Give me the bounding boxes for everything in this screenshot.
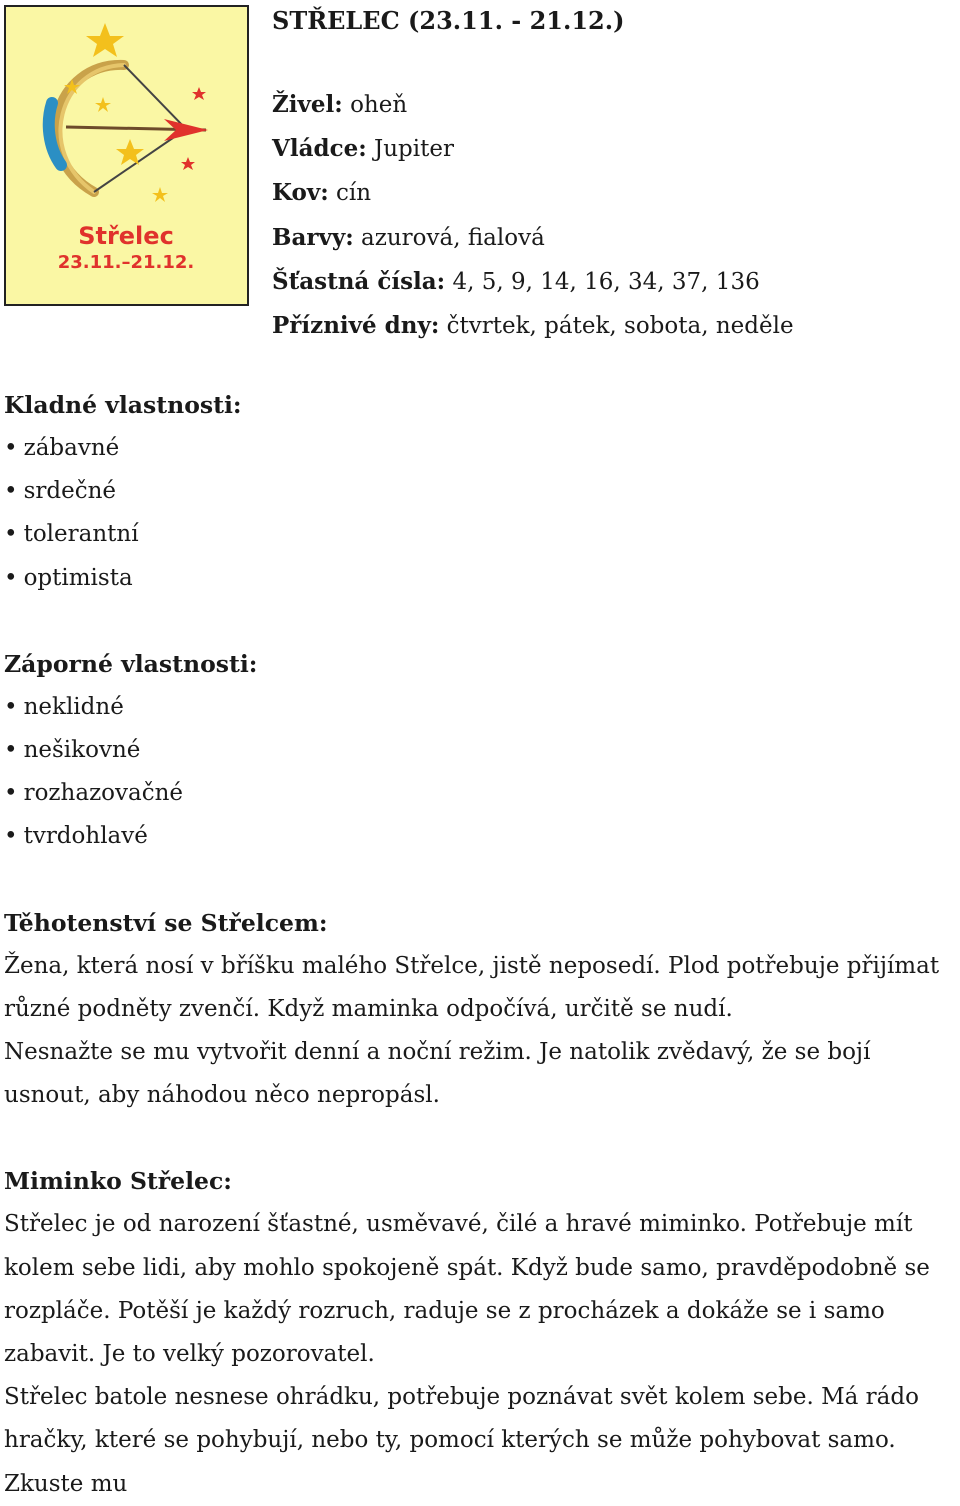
fact-ruler <box>272 127 794 171</box>
positive-heading: Kladné vlastnosti: <box>4 391 242 419</box>
fact-metal <box>272 171 794 215</box>
facts-list <box>272 83 794 348</box>
fact-label: Vládce: <box>272 135 367 163</box>
fact-label: Kov: <box>272 179 329 207</box>
list-item: • tvrdohlavé <box>4 815 958 858</box>
fact-label: Barvy: <box>272 223 354 251</box>
list-item: • neklidné <box>4 686 958 729</box>
fact-value: oheň <box>350 92 408 118</box>
fact-label: Příznivé dny: <box>272 312 440 340</box>
positive-traits-list <box>4 427 958 600</box>
fact-element <box>272 83 794 127</box>
fact-colors <box>272 216 794 260</box>
list-item: • zábavné <box>4 427 958 470</box>
pregnancy-paragraph: Žena, která nosí v bříšku malého Střelce, jistě neposedí. Plod potřebuje přijímat různé podněty zvenčí. Když maminka odpočívá, určitě se nudí. <box>4 952 940 1022</box>
baby-paragraph: Střelec batole nesnese ohrádku, potřebuje poznávat svět kolem sebe. Má rádo hračky, které se pohybují, nebo ty, pomocí kterých se může pohybovat samo. Zkuste mu <box>4 1384 919 1497</box>
fact-value: 4, 5, 9, 14, 16, 34, 37, 136 <box>452 268 760 295</box>
pregnancy-heading: Těhotenství se Střelcem: <box>4 908 328 937</box>
fact-value: cín <box>336 180 372 207</box>
logo-name-text: Střelec <box>78 222 174 250</box>
sagittarius-logo <box>4 5 249 306</box>
pregnancy-paragraph: Nesnažte se mu vytvořit denní a noční režim. Je natolik zvědavý, že se bojí usnout, aby náhodou něco nepropásl. <box>4 1039 871 1109</box>
list-item: • srdečné <box>4 470 958 513</box>
fact-value: čtvrtek, pátek, sobota, neděle <box>446 313 794 340</box>
list-item: • nešikovné <box>4 729 958 772</box>
negative-traits-list <box>4 686 958 859</box>
main-content <box>4 384 958 1506</box>
baby-paragraph: Střelec je od narození šťastné, usměvavé, čilé a hravé miminko. Potřebuje mít kolem sebe lidi, aby mohlo spokojeně spát. Když bude samo, pravděpodobně se rozpláče. Potěší je každý rozruch, raduje se z procházek a dokáže se i samo zabavit. Je to velký pozorovatel. <box>4 1211 930 1368</box>
fact-value: azurová, fialová <box>361 224 545 251</box>
negative-heading: Záporné vlastnosti: <box>4 649 258 678</box>
list-item: • rozhazovačné <box>4 772 958 815</box>
fact-label: Šťastná čísla: <box>272 267 446 295</box>
fact-lucky-numbers <box>272 260 794 304</box>
baby-heading: Miminko Střelec: <box>4 1167 232 1196</box>
fact-favorable-days <box>272 304 794 348</box>
fact-label: Živel: <box>272 91 343 118</box>
logo-dates-text: 23.11.–21.12. <box>57 252 195 273</box>
list-item: • tolerantní <box>4 513 958 556</box>
fact-value: Jupiter <box>374 136 454 163</box>
page-title: STŘELEC (23.11. - 21.12.) <box>272 6 625 35</box>
list-item: • optimista <box>4 557 958 600</box>
